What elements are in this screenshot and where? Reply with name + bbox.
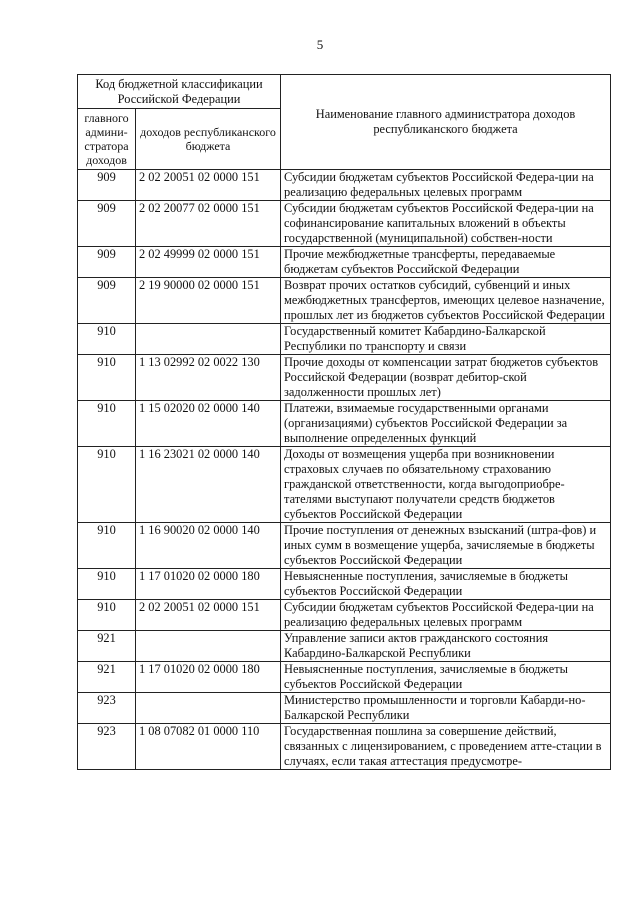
- admin-name-cell: Платежи, взимаемые государственными органами (организациями) субъектов Российской Федерации за выполнение определенных функций: [281, 401, 611, 447]
- admin-code-cell: 910: [78, 324, 136, 355]
- table-row: [78, 170, 611, 201]
- income-code-cell: 1 16 23021 02 0000 140: [136, 447, 281, 523]
- header-income-column: доходов республиканского бюджета: [136, 109, 281, 170]
- admin-code-cell: 909: [78, 247, 136, 278]
- header-admin-column: главного админи-стратора доходов: [78, 109, 136, 170]
- admin-code-cell: 921: [78, 631, 136, 662]
- table-row: [78, 631, 611, 662]
- income-code-cell: 1 13 02992 02 0022 130: [136, 355, 281, 401]
- admin-code-cell: 923: [78, 724, 136, 770]
- admin-name-cell: Прочие доходы от компенсации затрат бюджетов субъектов Российской Федерации (возврат дебитор-ской задолженности прошлых лет): [281, 355, 611, 401]
- table-row: [78, 401, 611, 447]
- income-code-cell: 2 02 20077 02 0000 151: [136, 201, 281, 247]
- table-row: [78, 447, 611, 523]
- income-code-cell: 1 15 02020 02 0000 140: [136, 401, 281, 447]
- admin-name-cell: Невыясненные поступления, зачисляемые в бюджеты субъектов Российской Федерации: [281, 662, 611, 693]
- admin-name-cell: Субсидии бюджетам субъектов Российской Федера-ции на реализацию федеральных целевых программ: [281, 600, 611, 631]
- admin-name-cell: Субсидии бюджетам субъектов Российской Федера-ции на софинансирование капитальных вложений в объекты государственной (муниципальной) собствен-ности: [281, 201, 611, 247]
- table-row: [78, 247, 611, 278]
- table-row: [78, 693, 611, 724]
- income-code-cell: 2 02 49999 02 0000 151: [136, 247, 281, 278]
- income-code-cell: [136, 693, 281, 724]
- admin-name-cell: Невыясненные поступления, зачисляемые в бюджеты субъектов Российской Федерации: [281, 569, 611, 600]
- admin-code-cell: 910: [78, 447, 136, 523]
- page-number: 5: [316, 37, 324, 52]
- admin-code-cell: 923: [78, 693, 136, 724]
- table-row: [78, 278, 611, 324]
- income-code-cell: 2 02 20051 02 0000 151: [136, 600, 281, 631]
- table-row: [78, 569, 611, 600]
- income-code-cell: 1 17 01020 02 0000 180: [136, 662, 281, 693]
- admin-name-cell: Прочие поступления от денежных взысканий (штра-фов) и иных сумм в возмещение ущерба, зачисляемые в бюджеты субъектов Российской Федерации: [281, 523, 611, 569]
- admin-code-cell: 910: [78, 600, 136, 631]
- table-row: [78, 201, 611, 247]
- admin-name-cell: Управление записи актов гражданского состояния Кабардино-Балкарской Республики: [281, 631, 611, 662]
- income-code-cell: [136, 324, 281, 355]
- admin-name-cell: Государственный комитет Кабардино-Балкарской Республики по транспорту и связи: [281, 324, 611, 355]
- admin-code-cell: 921: [78, 662, 136, 693]
- admin-code-cell: 909: [78, 201, 136, 247]
- table-row: [78, 355, 611, 401]
- header-name-column: Наименование главного администратора доходов республиканского бюджета: [281, 75, 611, 170]
- income-code-cell: 1 16 90020 02 0000 140: [136, 523, 281, 569]
- admin-code-cell: 910: [78, 355, 136, 401]
- table-body: [78, 170, 611, 770]
- admin-code-cell: 910: [78, 569, 136, 600]
- admin-name-cell: Министерство промышленности и торговли Кабарди-но-Балкарской Республики: [281, 693, 611, 724]
- income-code-cell: 2 19 90000 02 0000 151: [136, 278, 281, 324]
- budget-classification-table: [77, 74, 611, 770]
- header-group-title: Код бюджетной классификации Российской Федерации: [78, 75, 281, 109]
- table-row: [78, 324, 611, 355]
- income-code-cell: 1 08 07082 01 0000 110: [136, 724, 281, 770]
- admin-name-cell: Доходы от возмещения ущерба при возникновении страховых случаев по обязательному страхованию гражданской ответственности, когда выгодоприобре-тателями выступают получатели средств бюджетов субъектов Российской Федерации: [281, 447, 611, 523]
- income-code-cell: 2 02 20051 02 0000 151: [136, 170, 281, 201]
- admin-code-cell: 909: [78, 170, 136, 201]
- admin-name-cell: Возврат прочих остатков субсидий, субвенций и иных межбюджетных трансфертов, имеющих целевое назначение, прошлых лет из бюджетов субъектов Российской Федерации: [281, 278, 611, 324]
- admin-name-cell: Прочие межбюджетные трансферты, передаваемые бюджетам субъектов Российской Федерации: [281, 247, 611, 278]
- table-row: [78, 662, 611, 693]
- table-row: [78, 724, 611, 770]
- admin-code-cell: 910: [78, 401, 136, 447]
- admin-name-cell: Субсидии бюджетам субъектов Российской Федера-ции на реализацию федеральных целевых программ: [281, 170, 611, 201]
- admin-name-cell: Государственная пошлина за совершение действий, связанных с лицензированием, с проведением атте-стации в случаях, если такая аттестация предусмотре-: [281, 724, 611, 770]
- admin-code-cell: 910: [78, 523, 136, 569]
- income-code-cell: [136, 631, 281, 662]
- income-code-cell: 1 17 01020 02 0000 180: [136, 569, 281, 600]
- table-row: [78, 600, 611, 631]
- table-row: [78, 523, 611, 569]
- admin-code-cell: 909: [78, 278, 136, 324]
